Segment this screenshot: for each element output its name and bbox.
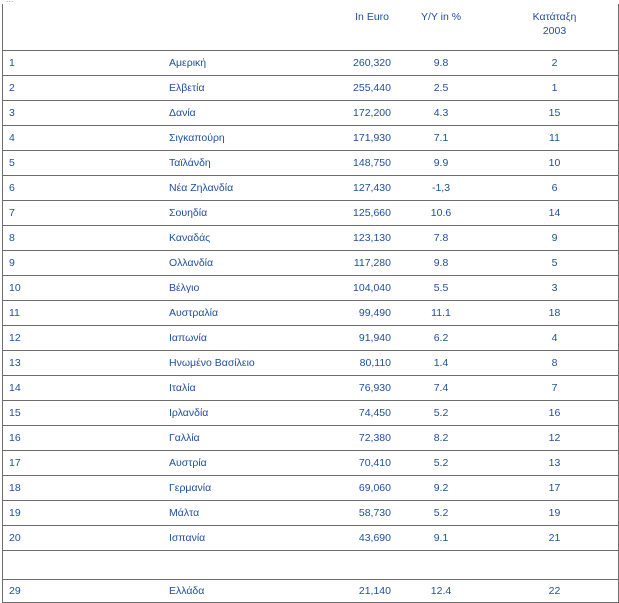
rank-2003-cell: 3 (491, 276, 619, 301)
rank-2003-cell: 12 (491, 426, 619, 451)
euro-cell: 123,130 (317, 226, 391, 251)
euro-cell: 171,930 (317, 126, 391, 151)
euro-cell: 127,430 (317, 176, 391, 201)
rank-2003-cell: 13 (491, 451, 619, 476)
rank-cell: 3 (3, 101, 118, 126)
yy-cell: 5.2 (391, 451, 491, 476)
country-cell: Ελλάδα (117, 580, 317, 603)
rank-2003-cell: 22 (491, 580, 619, 603)
header-rank-cell (3, 4, 118, 51)
rank-2003-cell: 4 (491, 326, 619, 351)
euro-cell: 260,320 (317, 51, 391, 76)
euro-cell: 21,140 (317, 580, 391, 603)
table-row (3, 426, 619, 451)
yy-cell: 10.6 (391, 201, 491, 226)
rank-cell: 17 (3, 451, 118, 476)
table-body (3, 51, 619, 603)
euro-cell: 172,200 (317, 101, 391, 126)
spacer-cell (491, 551, 619, 580)
euro-cell: 117,280 (317, 251, 391, 276)
rank-2003-cell: 7 (491, 376, 619, 401)
table-spacer-row (3, 551, 619, 580)
rank-2003-cell: 11 (491, 126, 619, 151)
rank-cell: 18 (3, 476, 118, 501)
table-row (3, 226, 619, 251)
rank-cell: 7 (3, 201, 118, 226)
country-cell: Σουηδία (117, 201, 317, 226)
country-cell: Καναδάς (117, 226, 317, 251)
euro-cell: 74,450 (317, 401, 391, 426)
country-cell: Ιαπωνία (117, 326, 317, 351)
euro-cell: 72,380 (317, 426, 391, 451)
euro-cell: 125,660 (317, 201, 391, 226)
table-row (3, 401, 619, 426)
country-cell: Ιταλία (117, 376, 317, 401)
country-cell: Ηνωμένο Βασίλειο (117, 351, 317, 376)
euro-cell: 104,040 (317, 276, 391, 301)
country-cell: Ταϊλάνδη (117, 151, 317, 176)
rank-cell: 2 (3, 76, 118, 101)
yy-cell: 5.2 (391, 401, 491, 426)
rank-2003-cell: 6 (491, 176, 619, 201)
country-cell: Γαλλία (117, 426, 317, 451)
yy-cell: -1,3 (391, 176, 491, 201)
yy-cell: 5.2 (391, 501, 491, 526)
rank-2003-cell: 2 (491, 51, 619, 76)
yy-cell: 9.2 (391, 476, 491, 501)
rank-cell: 12 (3, 326, 118, 351)
rank-cell: 4 (3, 126, 118, 151)
table-row (3, 501, 619, 526)
table-row (3, 251, 619, 276)
yy-cell: 9.8 (391, 251, 491, 276)
table-row (3, 376, 619, 401)
table-header-row (3, 4, 619, 51)
rank-2003-cell: 1 (491, 76, 619, 101)
country-cell: Ελβετία (117, 76, 317, 101)
euro-cell: 91,940 (317, 326, 391, 351)
table-row (3, 526, 619, 551)
rank-2003-cell: 5 (491, 251, 619, 276)
table-row (3, 126, 619, 151)
country-cell: Ολλανδία (117, 251, 317, 276)
rank-cell: 16 (3, 426, 118, 451)
table-row (3, 351, 619, 376)
header-rank-2003-line1: Κατάταξη (532, 11, 577, 23)
yy-cell: 2.5 (391, 76, 491, 101)
yy-cell: 4.3 (391, 101, 491, 126)
country-cell: Σιγκαπούρη (117, 126, 317, 151)
table-row (3, 201, 619, 226)
table-row (3, 301, 619, 326)
euro-cell: 69,060 (317, 476, 391, 501)
yy-cell: 9.9 (391, 151, 491, 176)
table-row (3, 151, 619, 176)
country-cell: Ισπανία (117, 526, 317, 551)
header-in-euro: In Euro (317, 4, 391, 51)
euro-cell: 255,440 (317, 76, 391, 101)
euro-cell: 76,930 (317, 376, 391, 401)
country-cell: Αυστραλία (117, 301, 317, 326)
country-cell: Δανία (117, 101, 317, 126)
table-row (3, 101, 619, 126)
table-row (3, 76, 619, 101)
yy-cell: 9.1 (391, 526, 491, 551)
rank-cell: 1 (3, 51, 118, 76)
rank-2003-cell: 18 (491, 301, 619, 326)
country-cell: Ιρλανδία (117, 401, 317, 426)
rank-2003-cell: 9 (491, 226, 619, 251)
euro-cell: 80,110 (317, 351, 391, 376)
rank-cell: 11 (3, 301, 118, 326)
table-row (3, 51, 619, 76)
rank-2003-cell: 17 (491, 476, 619, 501)
table-row-greece (3, 580, 619, 603)
yy-cell: 7.1 (391, 126, 491, 151)
spacer-cell (391, 551, 491, 580)
spacer-cell (317, 551, 391, 580)
header-yy-percent: Y/Y in % (391, 4, 491, 51)
header-country-cell (117, 4, 317, 51)
rank-2003-cell: 21 (491, 526, 619, 551)
rank-cell: 19 (3, 501, 118, 526)
euro-cell: 43,690 (317, 526, 391, 551)
rank-2003-cell: 10 (491, 151, 619, 176)
country-cell: Γερμανία (117, 476, 317, 501)
euro-cell: 148,750 (317, 151, 391, 176)
country-cell: Αμερική (117, 51, 317, 76)
table-row (3, 476, 619, 501)
spacer-cell (117, 551, 317, 580)
ranking-table (2, 4, 619, 603)
rank-cell: 20 (3, 526, 118, 551)
table-row (3, 276, 619, 301)
rank-cell: 10 (3, 276, 118, 301)
rank-cell: 9 (3, 251, 118, 276)
rank-2003-cell: 8 (491, 351, 619, 376)
yy-cell: 7.4 (391, 376, 491, 401)
yy-cell: 12.4 (391, 580, 491, 603)
yy-cell: 1.4 (391, 351, 491, 376)
yy-cell: 6.2 (391, 326, 491, 351)
rank-2003-cell: 15 (491, 101, 619, 126)
rank-cell: 13 (3, 351, 118, 376)
euro-cell: 99,490 (317, 301, 391, 326)
header-rank-2003-line2: 2003 (542, 25, 567, 37)
yy-cell: 7.8 (391, 226, 491, 251)
spacer-cell (3, 551, 118, 580)
rank-2003-cell: 14 (491, 201, 619, 226)
yy-cell: 9.8 (391, 51, 491, 76)
yy-cell: 8.2 (391, 426, 491, 451)
country-cell: Νέα Ζηλανδία (117, 176, 317, 201)
header-rank-2003 (491, 4, 619, 51)
rank-2003-cell: 19 (491, 501, 619, 526)
rank-cell: 15 (3, 401, 118, 426)
rank-cell: 5 (3, 151, 118, 176)
euro-cell: 58,730 (317, 501, 391, 526)
country-cell: Αυστρία (117, 451, 317, 476)
table-row (3, 326, 619, 351)
country-cell: Μάλτα (117, 501, 317, 526)
table-row (3, 176, 619, 201)
yy-cell: 5.5 (391, 276, 491, 301)
table-row (3, 451, 619, 476)
rank-cell: 14 (3, 376, 118, 401)
rank-2003-cell: 16 (491, 401, 619, 426)
rank-cell: 29 (3, 580, 118, 603)
euro-cell: 70,410 (317, 451, 391, 476)
yy-cell: 11.1 (391, 301, 491, 326)
rank-cell: 8 (3, 226, 118, 251)
rank-cell: 6 (3, 176, 118, 201)
country-cell: Βέλγιο (117, 276, 317, 301)
